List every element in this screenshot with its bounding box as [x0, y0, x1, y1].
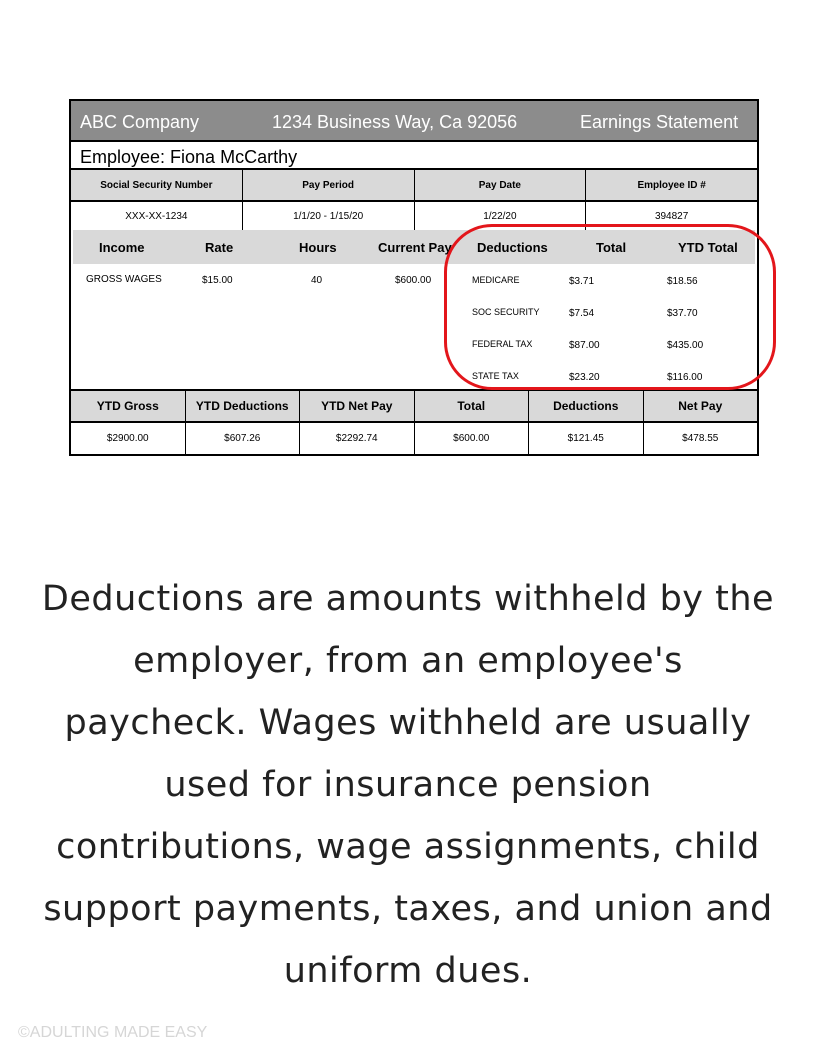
info-header-row [71, 170, 757, 202]
deduction-total: $87.00 [569, 340, 600, 351]
pay-date-header: Pay Date [415, 170, 587, 200]
total-summary-header: Total [415, 391, 530, 421]
ytd-total-header: YTD Total [678, 240, 738, 255]
deduction-name: FEDERAL TAX [472, 339, 533, 349]
company-address: 1234 Business Way, Ca 92056 [272, 112, 518, 132]
copyright-watermark: ©ADULTING MADE EASY [18, 1024, 208, 1041]
summary-header-row [71, 389, 757, 423]
deductions-value: $121.45 [529, 423, 644, 454]
deductions-highlight-circle [444, 224, 776, 390]
net-pay-header: Net Pay [678, 399, 723, 413]
employee-id-value: 394827 [654, 210, 689, 222]
net-pay-value: $478.55 [682, 433, 719, 444]
statement-header [71, 101, 757, 142]
income-name: GROSS WAGES [86, 274, 162, 285]
pay-period-header: Pay Period [243, 170, 415, 200]
deduction-name: STATE TAX [472, 371, 519, 381]
total-header: Total [596, 240, 627, 255]
income-rate: $15.00 [202, 275, 233, 286]
deduction-total: $7.54 [569, 308, 595, 319]
income-header: Income [99, 240, 145, 255]
deduction-ytd: $37.70 [667, 308, 698, 319]
ytd-net-pay-header: YTD Net Pay [300, 391, 415, 421]
ssn-value: XXX-XX-1234 [71, 202, 243, 230]
ytd-deductions-header: YTD Deductions [186, 391, 301, 421]
income-hours: 40 [311, 275, 323, 286]
employee-row [71, 142, 757, 170]
ytd-gross-value: $2900.00 [71, 423, 186, 454]
deductions-summary-header: Deductions [529, 391, 644, 421]
hours-header: Hours [299, 240, 337, 255]
pay-period-value: 1/1/20 - 1/15/20 [243, 202, 415, 230]
deduction-ytd: $435.00 [667, 340, 704, 351]
statement-title: Earnings Statement [580, 112, 739, 132]
deduction-ytd: $18.56 [667, 276, 698, 287]
deduction-total: $3.71 [569, 276, 595, 287]
income-current-pay: $600.00 [395, 275, 432, 286]
explanation-text: Deductions are amounts withheld by the employer, from an employee's paycheck. Wages withheld are usually used for insurance pension contributions, wage assignments, child support payments, taxes, and union and uniform dues. [41, 579, 775, 991]
employee-name: Employee: Fiona McCarthy [80, 147, 298, 167]
employee-id-header: Employee ID # [637, 179, 706, 191]
ytd-gross-header: YTD Gross [71, 391, 186, 421]
ytd-net-pay-value: $2292.74 [300, 423, 415, 454]
summary-value-row [71, 423, 757, 454]
ssn-header: Social Security Number [71, 170, 243, 200]
deduction-ytd: $116.00 [667, 372, 703, 383]
pay-date-value: 1/22/20 [415, 202, 587, 230]
deduction-total: $23.20 [569, 372, 600, 383]
current-pay-header: Current Pay [378, 240, 452, 255]
deduction-name: SOC SECURITY [472, 307, 540, 317]
company-name: ABC Company [80, 112, 200, 132]
deductions-header: Deductions [477, 240, 548, 255]
deduction-name: MEDICARE [472, 275, 520, 285]
rate-header: Rate [205, 240, 234, 255]
total-value: $600.00 [415, 423, 530, 454]
ytd-deductions-value: $607.26 [186, 423, 301, 454]
